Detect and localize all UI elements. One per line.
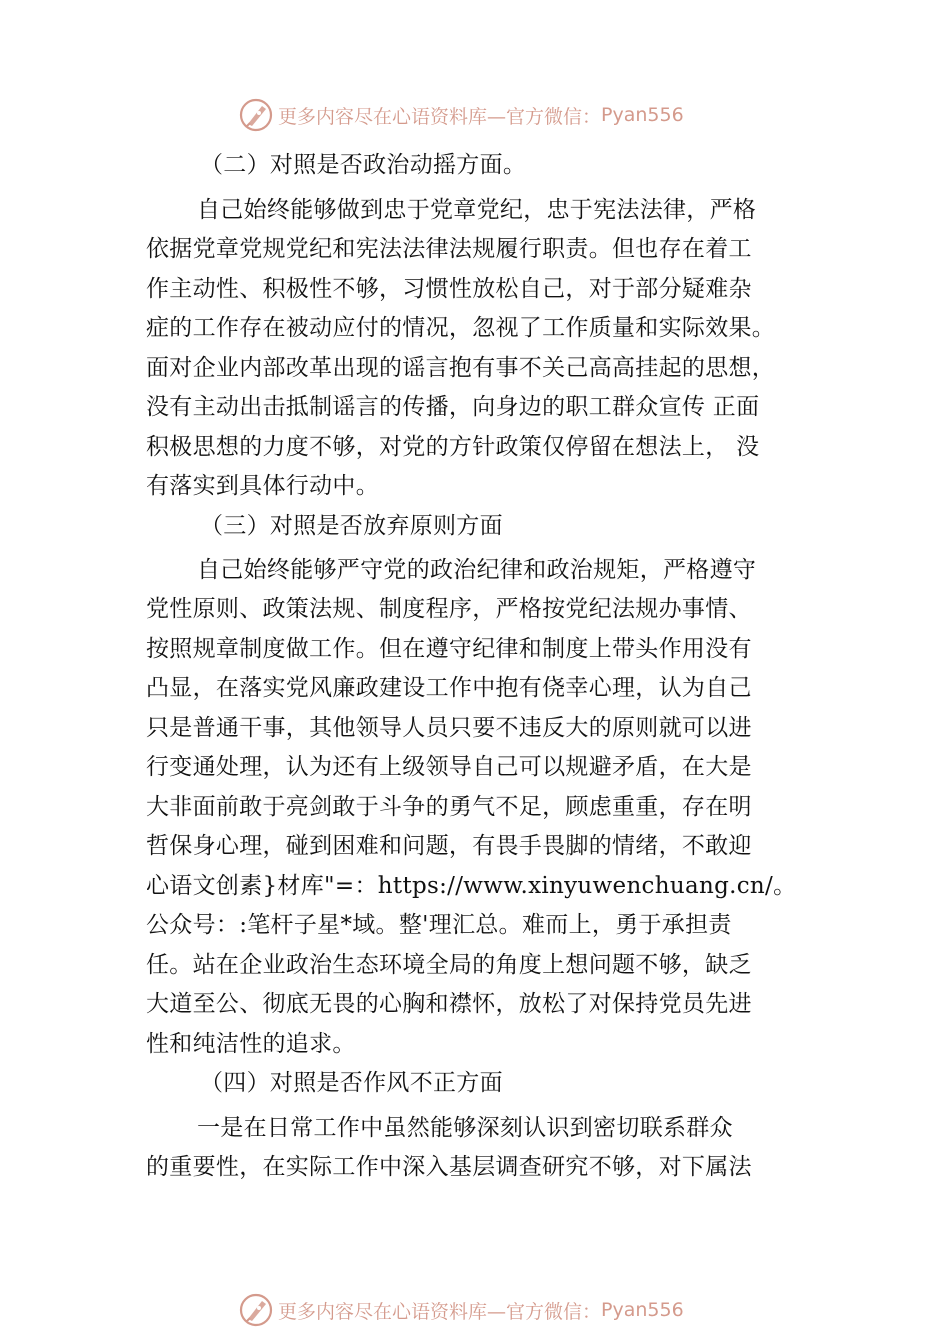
paragraph-line: 党性原则、政策法规、制度程序，严格按党纪法规办事情、 (146, 596, 752, 622)
paragraph-line-watermark: 公众号：:笔杆子星*域。整'理汇总。难而上，勇于承担责 (146, 912, 732, 938)
paragraph-line: 面对企业内部改革出现的谣言抱有事不关己高高挂起的思想， (146, 355, 776, 381)
watermark-banner-top (238, 95, 684, 135)
pen-nib-seal-icon (238, 97, 274, 133)
pen-nib-seal-icon (238, 1292, 274, 1328)
paragraph-line: 凸显，在落实党风廉政建设工作中抱有侥幸心理，认为自己 (146, 675, 752, 701)
paragraph-line: 积极思想的力度不够，对党的方针政策仅停留在想法上， 没 (146, 434, 760, 460)
paragraph-line: 行变通处理，认为还有上级领导自己可以规避矛盾，在大是 (146, 754, 752, 780)
paragraph-line: 自己始终能够严守党的政治纪律和政治规矩，严格遵守 (197, 557, 757, 583)
paragraph-line: 没有主动出击抵制谣言的传播，向身边的职工群众宣传 正面 (146, 394, 760, 420)
paragraph-line: 大道至公、彻底无畏的心胸和襟怀，放松了对保持党员先进 (146, 991, 752, 1017)
watermark-wechat-id: Pyan556 (601, 1299, 684, 1321)
paragraph-line: 有落实到具体行动中。 (146, 473, 379, 499)
paragraph-line: 的重要性，在实际工作中深入基层调查研究不够，对下属法 (146, 1154, 752, 1180)
paragraph-line: 性和纯洁性的追求。 (146, 1031, 356, 1057)
watermark-brand-text: 更多内容尽在心语资料库—官方微信： (278, 105, 602, 128)
paragraph-line: 按照规章制度做工作。但在遵守纪律和制度上带头作用没有 (146, 636, 752, 662)
heading-section-3: （三）对照是否放弃原则方面 (200, 513, 503, 539)
paragraph-line: 只是普通干事，其他领导人员只要不违反大的原则就可以进 (146, 715, 752, 741)
paragraph-line-watermark: 心语文创素}材库"=：https://www.xinyuwenchuang.cn/。 (146, 873, 797, 899)
paragraph-line: 症的工作存在被动应付的情况，忽视了工作质量和实际效果。 (146, 315, 776, 341)
watermark-wechat-id: Pyan556 (601, 104, 684, 126)
paragraph-line: 一是在日常工作中虽然能够深刻认识到密切联系群众 (197, 1115, 733, 1141)
paragraph-line: 任。站在企业政治生态环境全局的角度上想问题不够，缺乏 (146, 952, 752, 978)
watermark-brand-text: 更多内容尽在心语资料库—官方微信： (278, 1300, 602, 1323)
paragraph-line: 大非面前敢于亮剑敢于斗争的勇气不足，顾虑重重，存在明 (146, 794, 752, 820)
watermark-banner-bottom (238, 1290, 684, 1330)
heading-section-4: （四）对照是否作风不正方面 (200, 1070, 503, 1096)
paragraph-line: 自己始终能够做到忠于党章党纪，忠于宪法法律，严格 (197, 197, 757, 223)
paragraph-line: 依据党章党规党纪和宪法法律法规履行职责。但也存在着工 (146, 236, 752, 262)
paragraph-line: 作主动性、积极性不够，习惯性放松自己，对于部分疑难杂 (146, 276, 752, 302)
paragraph-line: 哲保身心理，碰到困难和问题，有畏手畏脚的情绪，不敢迎 (146, 833, 752, 859)
heading-section-2: （二）对照是否政治动摇方面。 (200, 152, 527, 178)
